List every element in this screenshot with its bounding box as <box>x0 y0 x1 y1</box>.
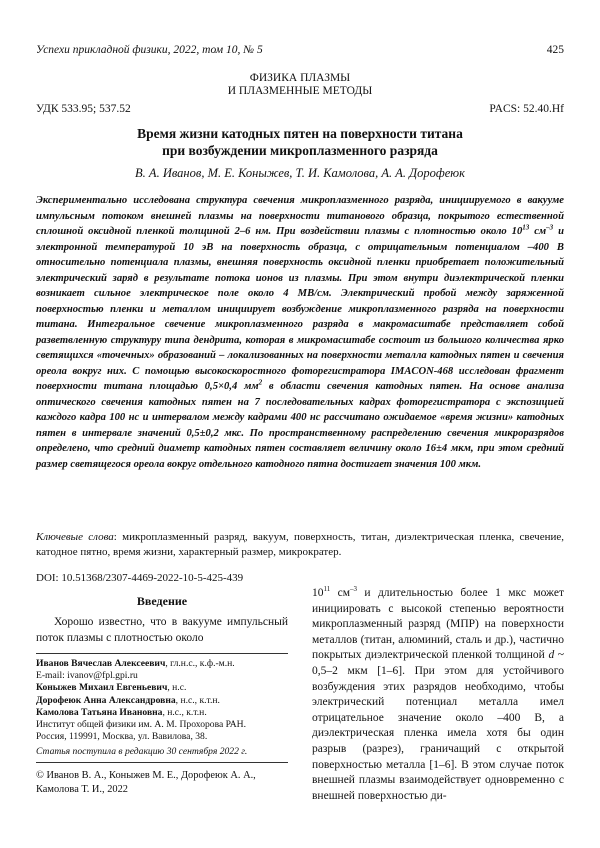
footnote-detail: , н.с., к.т.н. <box>175 694 220 706</box>
article-title <box>36 125 564 159</box>
abstract-sup: 13 <box>522 223 530 232</box>
section-line-1: ФИЗИКА ПЛАЗМЫ <box>249 72 351 84</box>
footnote-line <box>36 658 288 670</box>
footnote-author-name: Дорофеюк Анна Александровна <box>36 694 176 706</box>
body-text <box>312 586 564 804</box>
intro-heading: Введение <box>136 594 188 608</box>
footnote-line <box>36 719 288 731</box>
doi[interactable]: DOI: 10.51368/2307-4469-2022-10-5-425-439 <box>36 572 244 584</box>
footnote-detail: , гл.н.с., к.ф.-м.н. <box>165 658 235 669</box>
journal-name: Успехи прикладной физики, 2022, том 10, № 5 <box>36 44 263 56</box>
footnote-line <box>36 695 288 707</box>
right-column <box>312 586 564 804</box>
keywords-text: : микроплазменный разряд, вакуум, поверхность, титан, диэлектрическая пленка, свечение, катодное пятно, время жизни, характерный размер, микрократер. <box>36 531 564 558</box>
running-header <box>36 44 564 56</box>
page-number: 425 <box>546 44 564 56</box>
abstract-part: Экспериментально исследована структура свечения микроплазменного разряда, инициируемого в вакууме импульсным потоком внешней плазмы на поверхности титанового образца, покрытого естественной сплошной оксидной пленкой толщиной 2–6 нм. При воздействии плазмы с плотностью около 10 <box>36 195 564 237</box>
body-part: и длительностью более 1 мкс может инициировать с высокой степенью вероятности микроплазменный разряд (МПР) на поверхности металлов (титан, алюминий, сталь и др.), частично покрытых диэлектрической пленкой толщиной <box>312 587 564 662</box>
abstract-part: в области свечения катодных пятен. На основе анализа оптического свечения катодных пятен на 7 последовательных кадрах фоторегистратора с экспозицией каждого кадра 100 нс и интервалом между кадрами 400 нс рассчитано ожидаемое «время жизни» катодных пятен в интервале значений 0,5±0,2 мкс. По пространственному распределению свечения микроразрядов определено, что средний диаметр катодных пятен составляет величину около 16±4 мкм, при этом средний размер светящегося ореола вокруг отдельного катодного пятна достигает значения 100 мкм. <box>36 381 564 470</box>
left-column <box>36 594 288 796</box>
title-line-2: при возбуждении микроплазменного разряда <box>162 143 438 158</box>
footnote-detail: , н.с., к.т.н. <box>162 706 207 718</box>
pacs-code: PACS: 52.40.Hf <box>489 103 564 115</box>
footnote-author-name: Иванов Вячеслав Алексеевич <box>36 658 166 669</box>
body-part: ~ 0,5–2 мкм [1–6]. При этом для устойчивого возбуждения этих разрядов необходимо, чтобы электрический потенциал металла имел отрицательное значение около –400 В, а диэлектрическая пленка имела хотя бы один разрыв (разрез), граничащий с открытой поверхностью металла [1–6]. В этом случае поток внешней плазмы взаимодействует одновременно с внешней поверхностью ди- <box>312 649 564 802</box>
footnote-detail: Институт общей физики им. А. М. Прохорова РАН. <box>36 719 247 731</box>
keywords-label: Ключевые слова <box>36 531 114 543</box>
abstract-sup: 2 <box>258 378 263 387</box>
footnote-divider <box>36 653 288 654</box>
footnote-author-name: Камолова Татьяна Ивановна <box>36 706 163 718</box>
body-sup: –3 <box>350 585 358 594</box>
body-part: см <box>330 587 351 599</box>
body-variable: d <box>548 649 555 662</box>
title-line-1: Время жизни катодных пятен на поверхности титана <box>137 126 463 141</box>
udk-code: УДК 533.95; 537.52 <box>36 103 131 115</box>
section-title <box>0 72 600 98</box>
footnote-detail: , н.с. <box>167 682 187 694</box>
author-list: В. А. Иванов, М. Е. Коныжев, Т. И. Камолова, А. А. Дорофеюк <box>135 166 465 180</box>
footnote-line <box>36 731 288 743</box>
intro-text: Хорошо известно, что в вакууме импульсный поток плазмы с плотностью около <box>36 616 288 644</box>
body-sup: 11 <box>323 585 331 594</box>
footnote-line <box>36 670 288 682</box>
copyright: © Иванов В. А., Коныжев М. Е., Дорофеюк А. А., Камолова Т. И., 2022 <box>36 770 256 795</box>
footnote-detail: E-mail: ivanov@fpl.gpi.ru <box>36 670 138 682</box>
received-date: Статья поступила в редакцию 30 сентября 2022 г. <box>36 746 288 763</box>
footnote-author-name: Коныжев Михаил Евгеньевич <box>36 682 168 694</box>
footnote-line <box>36 707 288 719</box>
keywords <box>36 530 564 560</box>
abstract-sup: –3 <box>546 223 554 232</box>
footnote-line <box>36 682 288 694</box>
author-footnotes <box>36 658 288 743</box>
body-part: 10 <box>312 587 324 599</box>
abstract-part: и электронной температурой 10 эВ на поверхность образца, с отрицательным потенциалом –400 В относительно потенциала плазмы, внешняя поверхность оксидной пленки приобретает положительный электрический заряд в результате потока ионов из плазмы. При этом внутри диэлектрической пленки возникает сильное электрическое поле около 4 МВ/см. Электрический пробой между заряженной поверхностью пленки и металлом инициирует возбуждение микроплазменного разряда на поверхности титана. Интегральное свечение микроплазменного разряда в макромасштабе представляет собой разветвленную структуру типа дендрита, которая в микромасштабе состоит из большого количества ярко светящихся «точечных» образований – локализованных на поверхности металла катодных пятен и свечения ореола вокруг них. С помощью высокоскоростного фоторегистратора IMACON-468 исследован фрагмент поверхности титана площадью 0,5×0,4 мм <box>36 226 564 392</box>
section-line-2: И ПЛАЗМЕННЫЕ МЕТОДЫ <box>227 85 373 97</box>
abstract <box>36 193 564 472</box>
footnote-detail: Россия, 119991, Москва, ул. Вавилова, 38. <box>36 731 208 743</box>
abstract-part: см <box>529 226 547 237</box>
